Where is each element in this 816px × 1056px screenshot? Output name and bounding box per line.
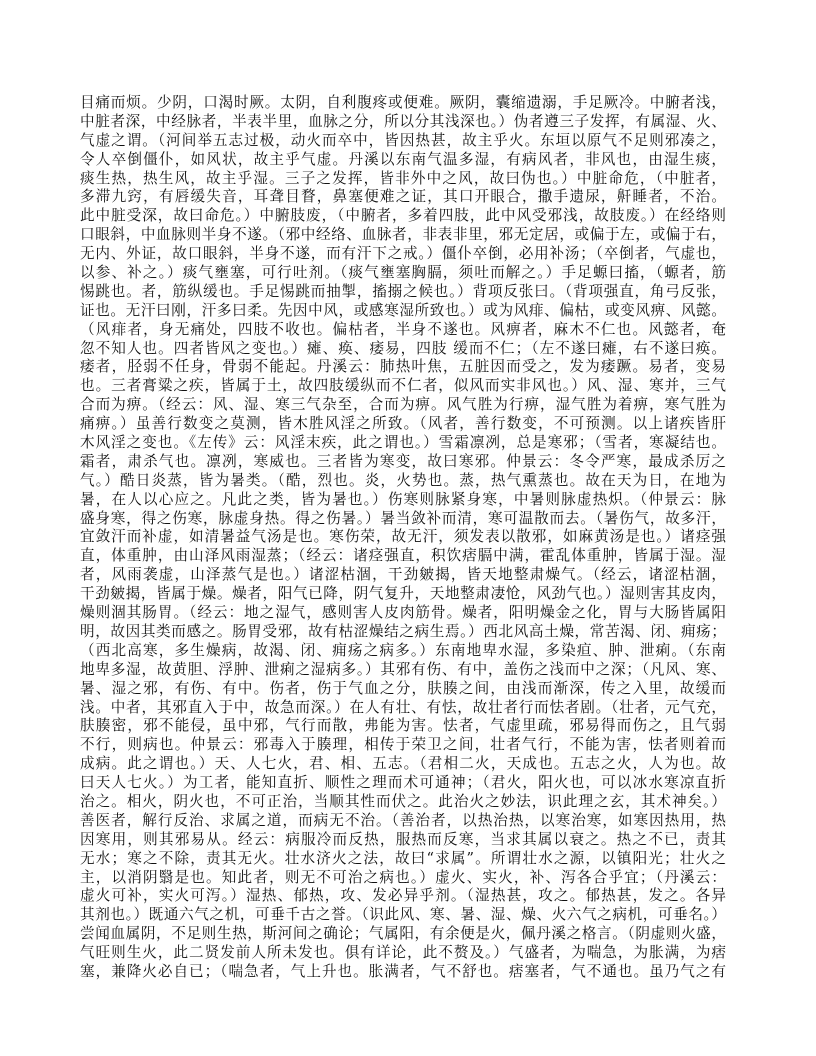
text-line: 暑、湿之邪，有伤、有中。伤者，伤于气血之分，肤腠之间，由浅而渐深，传之入里，故缓而 [80,679,726,697]
text-line: 虚火可补，实火可泻。）湿热、郁热，攻、发必异乎剂。（湿热甚，攻之。郁热甚，发之。各异 [80,887,726,905]
text-line: 痛痹。）虽善行数变之莫测，皆木胜风淫之所致。（风者，善行数变，不可预测。以上诸疾皆肝 [80,415,726,433]
text-line: 肤腠密，邪不能侵，虽中邪，气行而散，弗能为害。怯者，气虚里疏，邪易得而伤之，且气弱 [80,717,726,735]
text-line: 痰生热，热生风，故主乎湿。三子之发挥，皆非外中之风，故曰伪也。）中脏命危，（中脏者， [80,169,726,187]
text-line: 成病。此之谓也。）天、人七火，君、相、五志。（君相二火，天成也。五志之火，人为也。故 [80,755,726,773]
text-line: 主，以消阴翳是也。知此者，则无不可治之病也。）虚火、实火，补、泻各合乎宜；（丹溪云： [80,868,726,886]
text-line: 痿者，胫弱不任身，骨弱不能起。丹溪云：肺热叶焦，五脏因而受之，发为痿蹶。易者，变易 [80,358,726,376]
text-line: 宜敛汗而补虚，如清暑益气汤是也。寒伤荣，故无汗，须发表以散邪，如麻黄汤是也。）诸痉强 [80,528,726,546]
text-line: 燥则涸其肠胃。（经云：地之湿气，感则害人皮肉筋骨。燥者，阳明燥金之化，胃与大肠皆属阳 [80,604,726,622]
document-body [80,94,726,982]
text-line: 地卑多湿，故黄胆、浮肿、泄痢之湿病多。）其邪有伤、有中，盖伤之浅而中之深；（凡风、寒、 [80,660,726,678]
text-line: 无水；寒之不除，责其无火。壮水济火之法，故曰“求属”。所谓壮水之源，以镇阳光；壮火之 [80,849,726,867]
text-line: 直，体重肿，由山泽风雨湿蒸；（经云：诸痉强直，积饮痞膈中满，霍乱体重肿，皆属于湿。湿 [80,547,726,565]
text-line: 也。三者膏粱之疾，皆属于土，故四肢缓纵而不仁者，似风而实非风也。）风、湿、寒并，三气 [80,377,726,395]
text-line: 无内、外证，故口眼斜，半身不遂，而有汗下之戒。）僵仆卒倒，必用补汤；（卒倒者，气虚也， [80,245,726,263]
text-line: 合而为痹。（经云：风、湿、寒三气杂至，合而为痹。风气胜为行痹，湿气胜为着痹，寒气胜为 [80,396,726,414]
text-line: 木风淫之变也。《左传》云：风淫末疾，此之谓也。）雪霜凛冽，总是寒邪；（雪者，寒凝结也。 [80,434,726,452]
text-line: 气。）酷日炎蒸，皆为暑类。（酷，烈也。炎，火势也。蒸，热气熏蒸也。故在天为日，在地为 [80,471,726,489]
text-line: 塞，兼降火必自已；（喘急者，气上升也。胀满者，气不舒也。痞塞者，气不通也。虽乃气之有 [80,962,726,980]
text-line: 证也。无汗曰刚，汗多曰柔。先因中风，或感寒湿所致也。）或为风痱、偏枯，或变风痹、风懿。 [80,301,726,319]
text-line: 明，故因其类而感之。肠胃受邪，故有枯涩燥结之病生焉。）西北风高土燥，常苦渴、闭、痈疡； [80,622,726,640]
text-line: 中脏者深，中经脉者，半表半里，血脉之分，所以分其浅深也。）伪者遵三子发挥，有属湿、火、 [80,112,726,130]
text-line: 曰天人七火。）为工者，能知直折、顺性之理而术可通神；（君火，阳火也，可以冰水寒凉直折 [80,774,726,792]
text-line: 霜者，肃杀气也。凛冽，寒威也。三者皆为寒变，故曰寒邪。仲景云：冬令严寒，最成杀厉之 [80,452,726,470]
text-line: 因寒用，则其邪易从。经云：病服冷而反热，服热而反寒，当求其属以衰之。热之不已，责其 [80,830,726,848]
text-line: 多滞九窍，有唇缓失音，耳聋目瞀，鼻塞便难之证，其口开眼合，撒手遗尿，鼾睡者，不治。 [80,188,726,206]
text-line: （西北高寒，多生燥病，故渴、闭、痈疡之病多。）东南地卑水湿，多染疸、肿、泄痢。（东南 [80,641,726,659]
text-line: 不行，则病也。仲景云：邪毒入于腠理，相传于荣卫之间，壮者气行，不能为害，怯者则着而 [80,736,726,754]
text-line: 其剂也。）既通六气之机，可垂千古之誉。（识此风、寒、暑、湿、燥、火六气之病机，可垂名。） [80,906,726,924]
text-line: 口眼斜，中血脉则半身不遂。（邪中经络、血脉者，非表非里，邪无定居，或偏于左，或偏于右， [80,226,726,244]
text-line: 善医者，解行反治、求属之道，而病无不治。（善治者，以热治热，以寒治寒，如寒因热用，热 [80,811,726,829]
text-line: 目痛而烦。少阴，口渴时厥。太阴，自利腹疼或便难。厥阴，囊缩遗溺，手足厥冷。中腑者浅， [80,94,726,111]
text-line: 干劲皴揭，皆属于燥。燥者，阳气已降，阴气复升，天地整肃凄怆，风劲气也。）湿则害其皮肉， [80,585,726,603]
text-line: 令人卒倒僵仆，如风状，故主乎气虚。丹溪以东南气温多湿，有病风者，非风也，由湿生痰， [80,150,726,168]
text-line: 暑，在人以心应之。凡此之类，皆为暑也。）伤寒则脉紧身寒，中暑则脉虚热炽。（仲景云：脉 [80,490,726,508]
text-line: （风痱者，身无痛处，四肢不收也。偏枯者，半身不遂也。风痹者，麻木不仁也。风懿者，奄 [80,320,726,338]
text-line: 尝闻血属阴，不足则生热，斯河间之确论；气属阳，有余便是火，佩丹溪之格言。（阴虚则火盛， [80,925,726,943]
text-line: 以参、补之。）痰气壅塞，可行吐剂。（痰气壅塞胸膈，须吐而解之。）手足螈曰搐，（螈者，筋 [80,264,726,282]
text-line: 者，风雨袭虚，山泽蒸气是也。）诸涩枯涸，干劲皴揭，皆天地整肃燥气。（经云，诸涩枯涸， [80,566,726,584]
text-line: 气虚之谓。（河间举五志过极，动火而卒中，皆因热甚，故主乎火。东垣以原气不足则邪凑之， [80,131,726,149]
text-line: 治之。相火，阴火也，不可正治，当顺其性而伏之。此治火之妙法，识此理之玄，其术神矣。） [80,792,726,810]
text-line: 盛身寒，得之伤寒，脉虚身热。得之伤暑。）暑当敛补而清，寒可温散而去。（暑伤气，故多汗， [80,509,726,527]
text-line: 惕跳也。者，筋纵缓也。手足惕跳而抽掣，搐搦之候也。）背项反张曰。（背项强直，角弓反张， [80,282,726,300]
text-line: 浅。中者，其邪直入于中，故急而深。）在人有壮、有怯，故壮者行而怯者剧。（壮者，元气充， [80,698,726,716]
text-line: 忽不知人也。四者皆风之变也。）瘫、痪、痿易，四肢 缓而不仁；（左不遂曰瘫，右不遂曰痪。 [80,339,726,357]
text-line: 气旺则生火，此二贤发前人所未发也。俱有详论，此不赘及。）气盛者，为喘急，为胀满，为痞 [80,944,726,962]
text-line: 此中脏受深，故曰命危。）中腑肢废，（中腑者，多着四肢，此中风受邪浅，故肢废。）在经络则 [80,207,726,225]
